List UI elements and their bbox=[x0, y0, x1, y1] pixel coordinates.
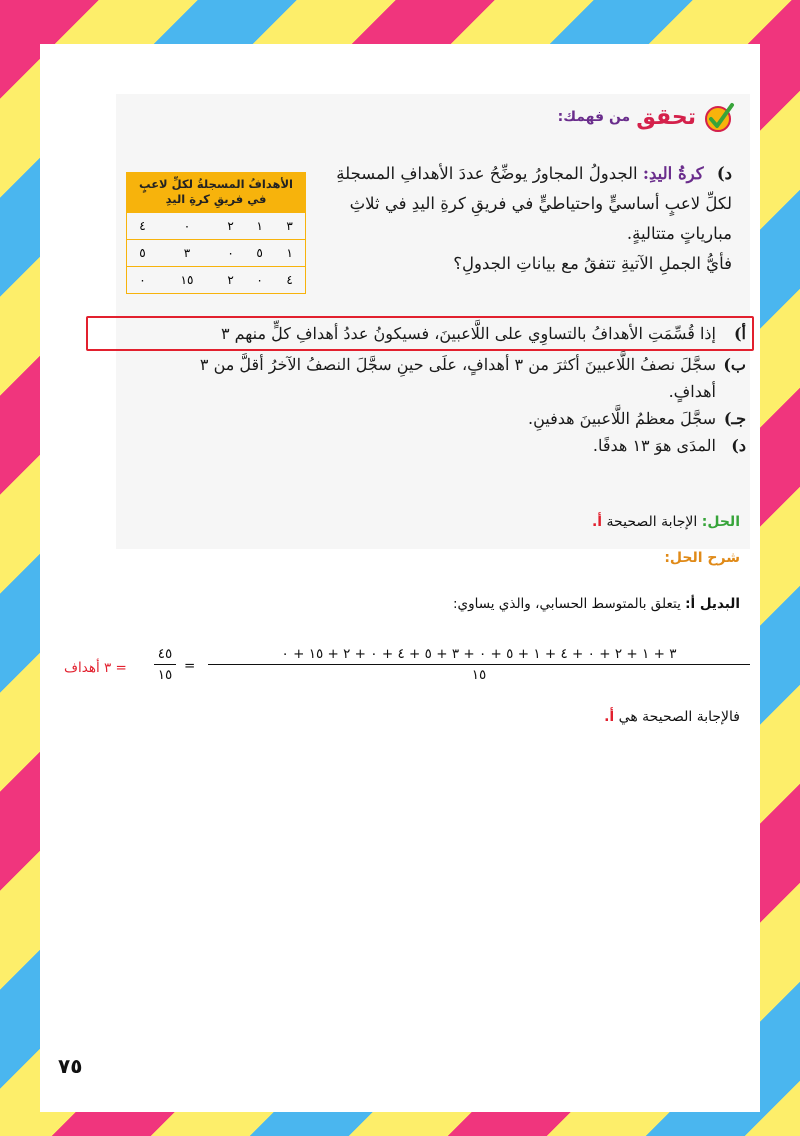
option-text: إذا قُسِّمَتِ الأهدافُ بالتساوِي على اللَّاعبينَ، فسيكونُ عددُ أهدافِ كلٍّ منهم ٣ bbox=[220, 324, 716, 343]
section-header bbox=[558, 100, 736, 134]
option-letter: ب) bbox=[723, 355, 746, 374]
table-cell: ٣ bbox=[274, 213, 305, 240]
conclusion-text: فالإجابة الصحيحة هي bbox=[618, 709, 740, 725]
option-a[interactable] bbox=[86, 316, 754, 351]
option-d[interactable] bbox=[86, 432, 746, 459]
table-cell: ٠ bbox=[158, 213, 216, 240]
table-cell: ٠ bbox=[127, 267, 158, 294]
option-text: سجَّلَ معظمُ اللَّاعبينَ هدفينِ. bbox=[528, 409, 716, 428]
solution-label: الحل: bbox=[701, 514, 740, 530]
alternative-line bbox=[453, 596, 740, 612]
table-cell: ١٥ bbox=[158, 267, 216, 294]
table-cell: ٤ bbox=[127, 213, 158, 240]
option-letter: د) bbox=[731, 436, 746, 455]
sum-fraction bbox=[208, 644, 750, 685]
page-number: ٧٥ bbox=[58, 1054, 83, 1078]
header-subtitle: من فهمك: bbox=[557, 109, 631, 125]
equals-sign: = bbox=[184, 658, 196, 674]
answer-options bbox=[86, 316, 746, 459]
option-text: المدَى هوَ ١٣ هدفًا. bbox=[592, 436, 716, 455]
table-cell: ٥ bbox=[127, 240, 158, 267]
table-cell: ٤ bbox=[274, 267, 305, 294]
table-cell: ٣ bbox=[158, 240, 216, 267]
table-cell: ٠ bbox=[216, 240, 245, 267]
table-row bbox=[127, 267, 306, 294]
table-cell: ٠ bbox=[245, 267, 274, 294]
sum-denominator: ١٥ bbox=[471, 667, 487, 683]
question-text bbox=[312, 159, 732, 279]
solution-text: الإجابة الصحيحة bbox=[606, 514, 698, 530]
table-cell: ١ bbox=[274, 240, 305, 267]
table-row bbox=[127, 213, 306, 240]
fraction-denominator: ١٥ bbox=[157, 667, 173, 683]
mean-equation bbox=[50, 644, 760, 694]
alternative-label: البديل أ: bbox=[685, 596, 740, 612]
option-text: سجَّلَ نصفُ اللَّاعبينَ أكثرَ من ٣ أهدافٍ، علَى حينِ سجَّلَ النصفُ الآخرُ أقلَّ من ٣ أهدافٍ. bbox=[199, 355, 716, 401]
alternative-text: يتعلق بالمتوسط الحسابي، والذي يساوي: bbox=[452, 596, 681, 612]
option-letter: جـ) bbox=[723, 409, 746, 428]
goals-table bbox=[126, 172, 306, 294]
option-b[interactable] bbox=[86, 351, 746, 405]
question-body: الجدولُ المجاورُ يوضِّحُ عددَ الأهدافِ المسجلةِ لكلِّ لاعبٍ أساسيٍّ واحتياطيٍّ في فريقِ كرةِ اليدِ في ثلاثِ مبارياتٍ متتاليةٍ. bbox=[336, 164, 732, 243]
header-title: تحقق bbox=[636, 104, 696, 130]
solution-line bbox=[592, 514, 740, 530]
table-cell: ٥ bbox=[245, 240, 274, 267]
question-letter: د) bbox=[716, 164, 732, 183]
table-cell: ٢ bbox=[216, 213, 245, 240]
equation-result: = ٣ أهداف bbox=[64, 660, 127, 676]
sum-numerator: ٣ + ١ + ٢ + ٠ + ٤ + ١ + ٥ + ٠ + ٣ + ٥ + ٤ + ٠ + ٢ + ١٥ + ٠ bbox=[281, 646, 677, 662]
checkmark-icon bbox=[702, 100, 736, 134]
conclusion-answer: أ. bbox=[604, 709, 615, 725]
option-letter: أ) bbox=[733, 324, 746, 343]
table-cell: ٢ bbox=[216, 267, 245, 294]
table-title: الأهدافُ المسجلةُ لكلِّ لاعبٍ في فريقِ كرةِ اليدِ bbox=[127, 172, 306, 213]
simplified-fraction bbox=[154, 644, 176, 685]
table-row bbox=[127, 240, 306, 267]
explanation-label: شرح الحل: bbox=[664, 550, 740, 566]
solution-answer: أ. bbox=[591, 514, 603, 530]
table-cell: ١ bbox=[245, 213, 274, 240]
conclusion-line bbox=[604, 709, 740, 725]
page bbox=[40, 44, 760, 1112]
fraction-numerator: ٤٥ bbox=[157, 646, 173, 662]
question-topic: كرةُ اليدِ: bbox=[642, 164, 704, 183]
question-prompt: فأيُّ الجملِ الآتيةِ تتفقُ مع بياناتِ الجدولِ؟ bbox=[453, 254, 732, 273]
option-c[interactable] bbox=[86, 405, 746, 432]
